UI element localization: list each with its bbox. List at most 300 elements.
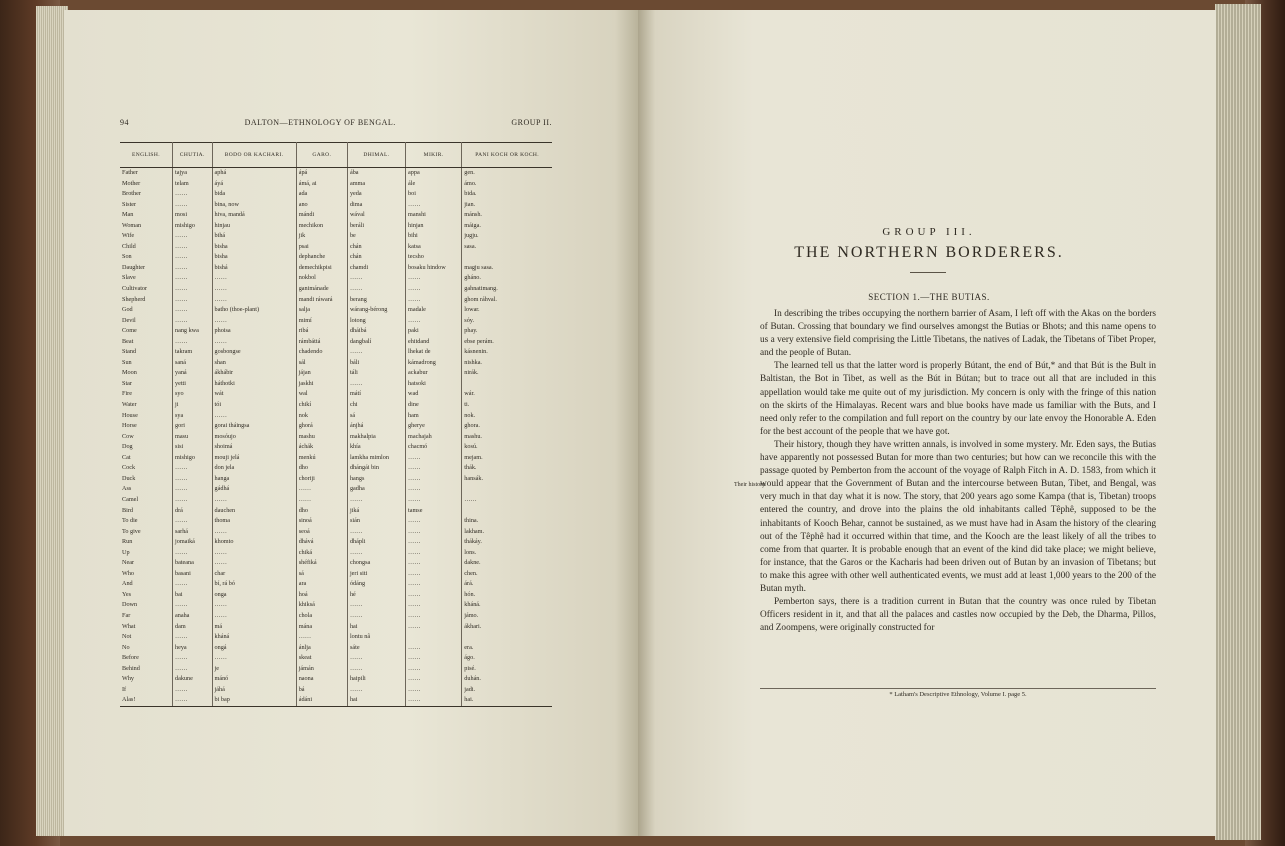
table-cell: ába	[347, 168, 405, 179]
table-cell: ……	[173, 685, 213, 696]
table-cell: wával	[347, 210, 405, 221]
table-cell: bishá	[212, 263, 296, 274]
table-cell: haipili	[347, 674, 405, 685]
table-cell: To die	[120, 516, 173, 527]
table-cell: sinoá	[296, 516, 347, 527]
table-cell: hanga	[212, 474, 296, 485]
paragraph: The learned tell us that the latter word is properly Bútant, the end of Bút,* and that Bút is the Bult in Baltistan, the Bot in Tibet, as well as the Bút in Bútan; but to trace out all that are included in this appellation would take me quite out of my jurisdiction. My concern is only with the fringe of this nation on the skirts of the Himalayas. Recent wars and blue books have made us familiar with the Buts, and I need only refer to the compilation and full report on the country by our late envoy the Honorable A. Eden for the best account of the people that we have got.	[760, 361, 1156, 437]
table-cell: takram	[173, 347, 213, 358]
table-cell: ……	[173, 632, 213, 643]
table-cell: mashu	[296, 432, 347, 443]
table-cell: chongsa	[347, 558, 405, 569]
table-cell: bosaku hindow	[406, 263, 462, 274]
table-row	[120, 664, 552, 675]
table-cell: boi	[406, 189, 462, 200]
table-cell	[462, 252, 552, 263]
table-cell: jámán	[296, 664, 347, 675]
table-cell: ……	[212, 600, 296, 611]
table-cell: bí, rá bó	[212, 579, 296, 590]
table-cell: báli	[347, 358, 405, 369]
table-row	[120, 484, 552, 495]
table-cell: chola	[296, 611, 347, 622]
table-cell: ákhábir	[212, 368, 296, 379]
table-cell: Run	[120, 537, 173, 548]
table-cell: duhán.	[464, 675, 481, 683]
table-cell: gadha	[347, 484, 405, 495]
table-cell: gosbongse	[212, 347, 296, 358]
table-cell: yaná	[173, 368, 213, 379]
table-row	[120, 221, 552, 232]
table-cell: gorai tháingsa	[212, 421, 296, 432]
table-cell: wár.	[464, 390, 475, 398]
table-cell: thoma	[212, 516, 296, 527]
table-cell: Woman	[120, 221, 173, 232]
table-cell: sóy.	[464, 316, 475, 324]
table-row	[120, 210, 552, 221]
table-cell: hón.	[464, 590, 476, 598]
table-cell	[462, 632, 552, 643]
table-row	[120, 632, 552, 643]
table-cell: What	[120, 622, 173, 633]
table-cell: ada	[296, 189, 347, 200]
table-cell: ……	[406, 463, 462, 474]
table-cell: makhalpia	[347, 432, 405, 443]
table-cell: ……	[406, 495, 462, 506]
table-cell: bida	[212, 189, 296, 200]
table-cell: Man	[120, 210, 173, 221]
table-cell: ano	[296, 200, 347, 211]
table-cell: Cock	[120, 463, 173, 474]
table-cell: jik	[296, 231, 347, 242]
table-cell: Daughter	[120, 263, 173, 274]
table-cell: psai	[296, 242, 347, 253]
table-cell: sá	[347, 411, 405, 422]
table-cell: bai	[173, 590, 213, 601]
table-cell: gháno.	[464, 274, 481, 282]
table-cell: ……	[406, 474, 462, 485]
table-cell: Alas!	[120, 695, 173, 706]
table-row	[120, 358, 552, 369]
table-body	[120, 168, 552, 707]
table-row	[120, 685, 552, 696]
table-cell: Slave	[120, 273, 173, 284]
table-cell: ódáng	[347, 579, 405, 590]
table-cell: Camel	[120, 495, 173, 506]
table-cell: bi bap	[212, 695, 296, 706]
table-cell: ……	[173, 305, 213, 316]
table-cell: chadendo	[296, 347, 347, 358]
table-cell: salja	[296, 305, 347, 316]
table-cell: Fire	[120, 389, 173, 400]
table-cell: beráli	[347, 221, 405, 232]
table-row	[120, 463, 552, 474]
table-cell: gori	[173, 421, 213, 432]
table-cell: lamkha mimlon	[347, 453, 405, 464]
table-cell: yetti	[173, 379, 213, 390]
table-cell: ……	[173, 273, 213, 284]
table-row	[120, 337, 552, 348]
table-cell: ……	[173, 548, 213, 559]
table-cell: ……	[173, 337, 213, 348]
table-cell: ……	[173, 295, 213, 306]
table-cell: seoá	[296, 527, 347, 538]
table-cell: wal	[296, 389, 347, 400]
table-cell: naona	[296, 674, 347, 685]
table-cell: dho	[296, 506, 347, 517]
group-title: THE NORTHERN BORDERERS.	[794, 244, 1064, 261]
table-cell: chán	[347, 252, 405, 263]
table-cell: ……	[173, 484, 213, 495]
table-cell: ……	[464, 495, 477, 503]
table-cell: hai.	[462, 695, 552, 706]
table-cell: ……	[406, 653, 462, 664]
table-cell: khía	[347, 442, 405, 453]
table-cell: ……	[406, 295, 462, 306]
table-cell: hai	[347, 622, 405, 633]
table-cell: chacmó	[406, 442, 462, 453]
table-cell: je	[212, 664, 296, 675]
table-cell: mishigo	[173, 453, 213, 464]
table-cell: lhekat de	[406, 347, 462, 358]
table-row	[120, 474, 552, 485]
table-cell: ……	[406, 695, 462, 706]
table-cell: ……	[347, 273, 405, 284]
table-cell: Before	[120, 653, 173, 664]
table-cell: mánsh.	[464, 211, 482, 219]
table-cell: ……	[347, 664, 405, 675]
table-cell: khomto	[212, 537, 296, 548]
table-cell: wát	[212, 389, 296, 400]
table-cell: ara	[296, 579, 347, 590]
table-cell	[462, 484, 552, 495]
table-cell: magju sasa.	[464, 263, 494, 271]
table-cell: menkú	[296, 453, 347, 464]
table-cell: bateana	[173, 558, 213, 569]
table-cell: demechikpisi	[296, 263, 347, 274]
table-cell: ……	[347, 379, 405, 390]
table-cell: tajya	[173, 168, 213, 179]
table-cell: ……	[406, 590, 462, 601]
table-cell: dhává	[296, 537, 347, 548]
table-row	[120, 200, 552, 211]
table-cell: ……	[296, 495, 347, 506]
table-cell: phay.	[464, 327, 478, 335]
table-cell: sya	[173, 411, 213, 422]
table-cell: dhápli	[347, 537, 405, 548]
table-cell: ……	[173, 231, 213, 242]
table-cell: Stand	[120, 347, 173, 358]
table-cell: khiksá	[296, 600, 347, 611]
table-cell: nang kwa	[173, 326, 213, 337]
table-cell: be	[347, 231, 405, 242]
footnote: * Latham's Descriptive Ethnology, Volume I. page 5.	[889, 691, 1027, 698]
table-row	[120, 516, 552, 527]
table-cell: Devil	[120, 316, 173, 327]
table-cell: ……	[173, 516, 213, 527]
table-cell: mishigo	[173, 221, 213, 232]
table-cell: berang	[347, 295, 405, 306]
table-cell: ganimánade	[296, 284, 347, 295]
table-cell: ……	[173, 653, 213, 664]
table-cell: batho (thoe-plant)	[212, 305, 296, 316]
table-cell: Sister	[120, 200, 173, 211]
table-cell: nok.	[464, 411, 476, 419]
column-header: CHUTIA.	[173, 143, 213, 168]
table-cell: gahnatimang.	[464, 285, 498, 293]
table-cell: ebse perám.	[464, 337, 494, 345]
table-cell	[462, 506, 552, 517]
table-cell: bina, now	[212, 200, 296, 211]
table-cell: Behind	[120, 664, 173, 675]
table-cell: hai	[347, 695, 405, 706]
table-cell: ……	[406, 685, 462, 696]
table-cell: hinjan	[406, 221, 462, 232]
table-cell: Wife	[120, 231, 173, 242]
table-cell: saná	[173, 358, 213, 369]
table-cell: Duck	[120, 474, 173, 485]
table-cell: Come	[120, 326, 173, 337]
table-cell: lakham.	[464, 527, 485, 535]
table-cell: dháibá	[347, 326, 405, 337]
table-row	[120, 189, 552, 200]
table-cell: appa	[406, 168, 462, 179]
table-cell: Up	[120, 548, 173, 559]
table-cell: sasa.	[464, 242, 477, 250]
table-cell: Moon	[120, 368, 173, 379]
table-cell: jiká	[347, 506, 405, 517]
table-cell: kosú.	[464, 443, 478, 451]
paragraph: Pemberton says, there is a tradition current in Butan that the country was once ruled by Tibetan Officers resident in it, and that all the palaces and castles now occupied by the Deb, the Dharma, Pillos, and Zoompens, were originally constructed for	[760, 597, 1156, 634]
table-cell: rámbáttá	[296, 337, 347, 348]
table-cell: ……	[347, 347, 405, 358]
table-row	[120, 569, 552, 580]
table-cell: áchák	[296, 442, 347, 453]
table-row	[120, 231, 552, 242]
table-cell: sá	[296, 569, 347, 580]
table-cell: ……	[173, 474, 213, 485]
table-cell: lowar.	[464, 306, 480, 314]
table-row	[120, 611, 552, 622]
table-cell: dangbalí	[347, 337, 405, 348]
table-cell: ……	[296, 632, 347, 643]
table-cell: ……	[406, 527, 462, 538]
table-cell: bisha	[212, 252, 296, 263]
table-cell: dephanche	[296, 252, 347, 263]
table-cell: mána	[296, 622, 347, 633]
table-cell: máiga.	[464, 221, 481, 229]
table-cell: kámadrong	[406, 358, 462, 369]
table-cell: ……	[173, 316, 213, 327]
paragraph: Their history, though they have written annals, is involved in some mystery. Mr. Eden says, the Butias have apparently not possessed Butan for more than two centuries; but how can we reconcile this with the passage quoted by Pemberton from the account of the voyage of Ralph Fitch in A. D. 1583, from which it would appear that the Government of Butan and the intercourse between Butan, Tibet, and Bengal, was very much in that day what it is now. The story, that 200 years ago some Kampa (that is, Tibetan) troops entered the country, and drove into the plains the old inhabitants called Têphê, supposed to be the inhabitants of Kooch Behar, cannot be sustained, as we must have had in Asam the history of the clearing out of the Têphê had it occurred within that time, and the Kooch are the least likely of all the tribes to come from that quarter. It is probable enough that an event of the kind did take place; we might believe, for instance, that the Garos or the Kacharis had been driven out of Butan by an invasion of Tibetans; but to make this agree with other well authenticated events, we must add at least 1,000 years to the 200 of the Butan myth.	[760, 439, 1156, 594]
table-cell: If	[120, 685, 173, 696]
table-row	[120, 263, 552, 274]
table-cell: House	[120, 411, 173, 422]
table-cell: ……	[406, 558, 462, 569]
column-header: PANI KOCH OR KOCH.	[462, 143, 552, 168]
table-row	[120, 674, 552, 685]
table-cell: ……	[173, 600, 213, 611]
table-cell: amma	[347, 179, 405, 190]
table-cell: nishka.	[464, 358, 482, 366]
table-cell: ehitdand	[406, 337, 462, 348]
table-cell: phoisa	[212, 326, 296, 337]
table-cell: shéfiká	[296, 558, 347, 569]
table-cell: mosóujo	[212, 432, 296, 443]
table-cell: And	[120, 579, 173, 590]
table-cell: chán	[347, 242, 405, 253]
table-cell: nokbol	[296, 273, 347, 284]
table-cell: lons.	[464, 548, 477, 556]
table-cell: ámo.	[464, 179, 477, 187]
table-cell: ……	[173, 263, 213, 274]
table-cell: háthotki	[212, 379, 296, 390]
table-cell: ……	[347, 527, 405, 538]
table-cell: jugju.	[464, 232, 479, 240]
table-cell: ghorá	[296, 421, 347, 432]
table-row	[120, 558, 552, 569]
table-cell: Brother	[120, 189, 173, 200]
table-cell: ……	[406, 674, 462, 685]
table-cell: ……	[173, 664, 213, 675]
table-cell: katsa	[406, 242, 462, 253]
table-cell: bisha	[212, 242, 296, 253]
table-cell: sáte	[347, 643, 405, 654]
footnote-rule	[760, 688, 1156, 689]
table-cell: ádáni	[296, 695, 347, 706]
table-cell: Far	[120, 611, 173, 622]
table-cell: ágo.	[464, 654, 475, 662]
table-row	[120, 421, 552, 432]
table-cell: Shepherd	[120, 295, 173, 306]
table-row	[120, 442, 552, 453]
table-cell: ti.	[464, 401, 470, 409]
table-cell: ……	[406, 579, 462, 590]
table-cell: nok	[296, 411, 347, 422]
table-cell: ……	[406, 611, 462, 622]
table-row	[120, 622, 552, 633]
table-cell: pisé.	[464, 664, 476, 672]
table-cell: thákáy.	[464, 538, 482, 546]
table-cell: Cultivator	[120, 284, 173, 295]
table-cell: ……	[406, 484, 462, 495]
table-cell: choriji	[296, 474, 347, 485]
table-cell: gádhá	[212, 484, 296, 495]
table-cell: ……	[347, 685, 405, 696]
table-cell: chen.	[464, 569, 478, 577]
running-head	[120, 118, 552, 127]
table-cell: machajah	[406, 432, 462, 443]
table-cell: tói	[212, 400, 296, 411]
table-cell: ……	[212, 411, 296, 422]
table-cell: dakne.	[464, 559, 481, 567]
table-cell: sál	[296, 358, 347, 369]
column-header: DHIMAL.	[347, 143, 405, 168]
table-row	[120, 537, 552, 548]
table-cell	[462, 379, 552, 390]
table-row	[120, 326, 552, 337]
table-cell: gherye	[406, 421, 462, 432]
column-header: BODO OR KACHARI.	[212, 143, 296, 168]
table-row	[120, 242, 552, 253]
table-cell: mánó	[212, 674, 296, 685]
table-cell: Water	[120, 400, 173, 411]
table-cell: má	[212, 622, 296, 633]
table-cell: chikí	[296, 400, 347, 411]
table-cell: ham	[406, 411, 462, 422]
table-row	[120, 643, 552, 654]
table-cell: To give	[120, 527, 173, 538]
table-cell: lotong	[347, 316, 405, 327]
table-row	[120, 579, 552, 590]
table-cell: Child	[120, 242, 173, 253]
table-cell: era.	[464, 643, 474, 651]
table-cell: Horse	[120, 421, 173, 432]
table-cell: ……	[212, 558, 296, 569]
table-cell: tamse	[406, 506, 462, 517]
table-cell: ……	[173, 495, 213, 506]
table-cell: jadi.	[464, 685, 476, 693]
table-cell: sisi	[173, 442, 213, 453]
table-cell: ……	[296, 484, 347, 495]
table-cell: jeri siti	[347, 569, 405, 580]
table-cell: mashu.	[464, 432, 482, 440]
table-cell: basani	[173, 569, 213, 580]
table-cell: ……	[173, 189, 213, 200]
table-cell: ……	[212, 284, 296, 295]
table-cell: kásnenin.	[464, 348, 488, 356]
table-cell: jáhá	[212, 685, 296, 696]
table-cell: ……	[212, 527, 296, 538]
table-cell: drá	[173, 506, 213, 517]
table-cell: syo	[173, 389, 213, 400]
table-row	[120, 653, 552, 664]
table-row	[120, 379, 552, 390]
table-header-row	[120, 143, 552, 168]
table-cell: Son	[120, 252, 173, 263]
table-cell: ……	[347, 284, 405, 295]
table-cell: Cat	[120, 453, 173, 464]
table-cell: Star	[120, 379, 173, 390]
table-cell: ……	[212, 273, 296, 284]
table-row	[120, 590, 552, 601]
table-cell: táli	[347, 368, 405, 379]
table-cell: ……	[406, 316, 462, 327]
table-row	[120, 400, 552, 411]
table-cell: hansák.	[464, 474, 484, 482]
table-cell: mosi	[173, 210, 213, 221]
table-cell: ……	[406, 537, 462, 548]
table-cell: ……	[406, 516, 462, 527]
table-cell: ……	[173, 242, 213, 253]
table-cell: yeda	[347, 189, 405, 200]
table-cell: mechikon	[296, 221, 347, 232]
table-cell: ……	[406, 200, 462, 211]
table-cell: Who	[120, 569, 173, 580]
table-cell: sarhá	[173, 527, 213, 538]
table-cell: Beat	[120, 337, 173, 348]
table-cell: ……	[212, 495, 296, 506]
table-row	[120, 506, 552, 517]
table-cell: jájan	[296, 368, 347, 379]
table-cell: ……	[347, 495, 405, 506]
table-cell: kháná	[212, 632, 296, 643]
table-cell: mándi	[296, 210, 347, 221]
vocabulary-table	[120, 142, 552, 707]
table-cell: bihi	[406, 231, 462, 242]
table-cell: ákhari.	[464, 622, 482, 630]
table-cell: hangs	[347, 474, 405, 485]
paragraph: In describing the tribes occupying the northern barrier of Asam, I left off with the Akas on the borders of Butan. Crossing that boundary we find ourselves amongst the Butias or Bhots; and this name opens to us a very extensive field comprising the Little Tibetans, the natives of Ladak, the Tibetans of Tibet Proper, and the people of Butan.	[760, 309, 1156, 359]
